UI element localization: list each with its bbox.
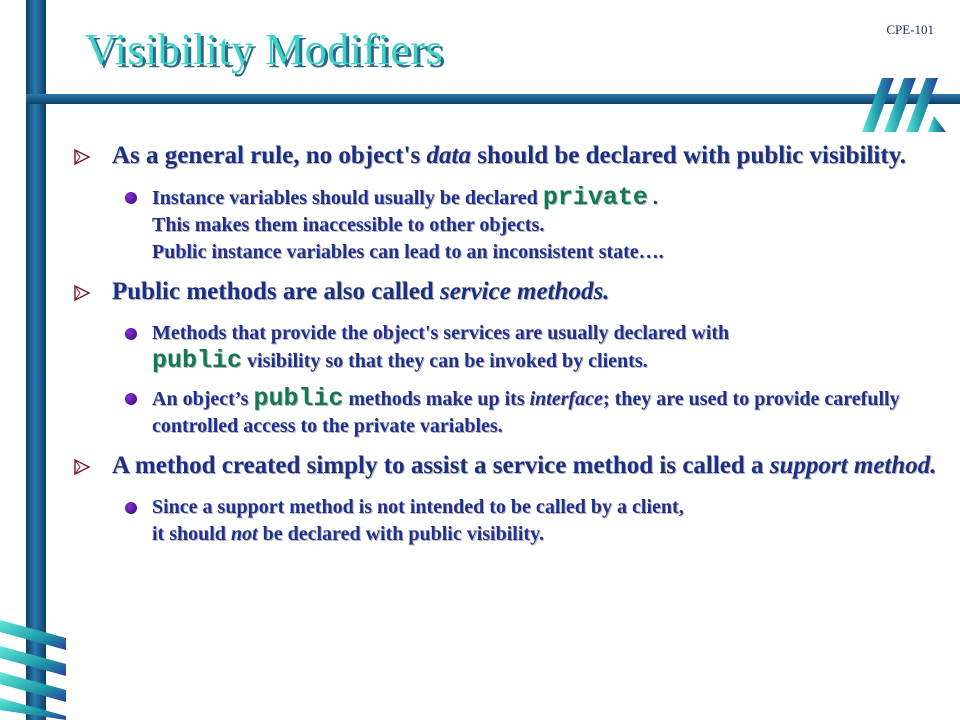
sub-text-post: visibility so that they can be invoked by clients. <box>242 350 648 372</box>
sub-text-line2: This makes them inaccessible to other objects. <box>152 214 545 236</box>
bullet-marker-icon <box>72 148 92 166</box>
code-private: private <box>542 183 648 212</box>
sub-text-post: methods make up its <box>343 388 530 410</box>
sub-bullet-dot-icon <box>125 393 137 405</box>
bullet-3-em: support method. <box>769 452 937 479</box>
bullet-1-text-post: should be declared with public visibility. <box>471 142 907 169</box>
sub-em-not: not <box>230 523 258 545</box>
sub-text-post2: ; they are used to provide carefully controlled access to the private variables. <box>152 388 900 437</box>
code-public: public <box>253 384 344 413</box>
bullet-1-em: data <box>426 142 471 169</box>
code-public: public <box>152 346 243 375</box>
bullet-2-em: service methods. <box>440 278 610 305</box>
bullet-3-sub-1 <box>70 494 940 548</box>
sub-bullet-dot-icon <box>125 192 137 204</box>
bullet-2-sub-1 <box>70 320 940 375</box>
sub-text-post: . <box>647 187 658 209</box>
bullet-1-sub-1 <box>70 184 940 266</box>
sub-text-line3: Public instance variables can lead to an inconsistent state…. <box>152 241 664 263</box>
slide-frame-top <box>26 94 960 104</box>
sub-text-pre: An object’s <box>152 388 254 410</box>
bullet-2 <box>70 276 940 308</box>
bullet-3 <box>70 450 940 482</box>
bullet-2-sub-2 <box>70 385 940 440</box>
bullet-3-text-pre: A method created simply to assist a service method is called a <box>112 452 770 479</box>
bullet-1-text-pre: As a general rule, no object's <box>112 142 427 169</box>
bullet-2-text-pre: Public methods are also called <box>112 278 441 305</box>
bullet-marker-icon <box>72 284 92 302</box>
sub-text-post: be declared with public visibility. <box>257 523 544 545</box>
sub-em-interface: interface <box>529 388 603 410</box>
sub-bullet-dot-icon <box>125 328 137 340</box>
slide-content <box>70 140 940 558</box>
decorative-stripes-logo-icon <box>858 74 954 134</box>
decorative-stripes-icon <box>0 612 70 720</box>
sub-bullet-dot-icon <box>125 502 137 514</box>
sub-text-pre: Methods that provide the object's services are usually declared with <box>152 322 730 344</box>
slide-title: Visibility Modifiers <box>85 25 444 74</box>
sub-text-pre2: it should <box>152 523 231 545</box>
sub-text-pre: Since a support method is not intended to be called by a client, <box>152 496 684 518</box>
bullet-1 <box>70 140 940 172</box>
sub-text-pre: Instance variables should usually be declared <box>152 187 543 209</box>
course-label: CPE-101 <box>886 22 934 37</box>
bullet-marker-icon <box>72 458 92 476</box>
